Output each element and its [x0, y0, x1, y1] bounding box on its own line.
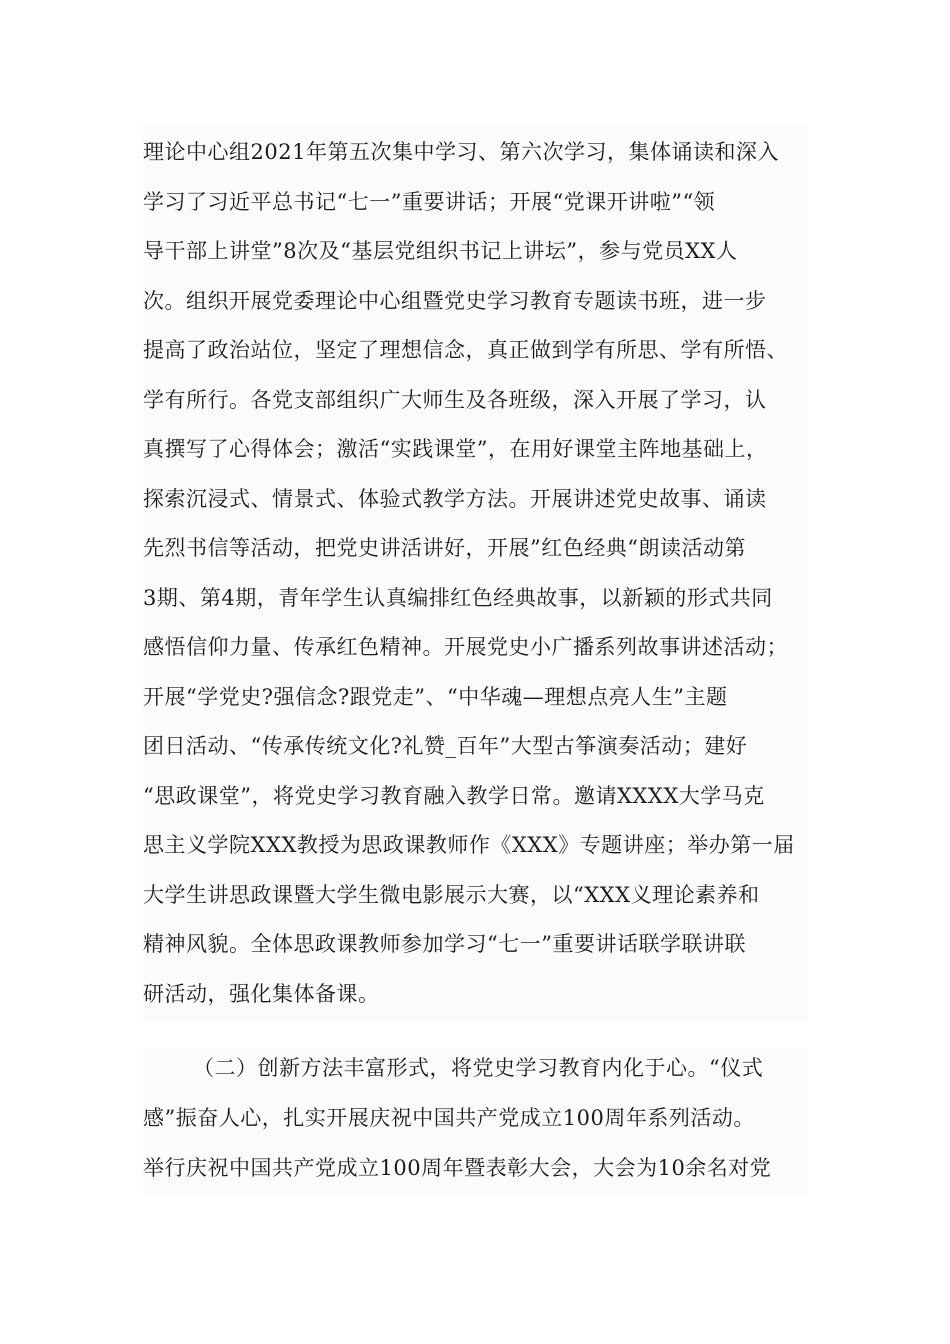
paragraph-line: 真撰写了心得体会；激活“实践课堂”，在用好课堂主阵地基础上，	[143, 437, 768, 461]
paragraph-line: 大学生讲思政课暨大学生微电影展示大赛，以“XXX义理论素养和	[143, 883, 760, 907]
paragraph-line: 提高了政治站位，坚定了理想信念，真正做到学有所思、学有所悟、	[143, 338, 788, 362]
paragraph-line: 3期、第4期，青年学生认真编排红色经典故事，以新颖的形式共同	[143, 586, 773, 610]
paragraph-line: 学习了习近平总书记“七一”重要讲话；开展“党课开讲啦”“领	[143, 190, 716, 214]
paragraph-2	[143, 1048, 808, 1194]
paragraph-line: 感悟信仰力量、传承红色精神。开展党史小广播系列故事讲述活动；	[143, 635, 788, 659]
paragraph-line: 研活动，强化集体备课。	[143, 982, 380, 1006]
paragraph-line: 先烈书信等活动，把党史讲活讲好，开展”红色经典“朗读活动第	[143, 536, 746, 560]
paragraph-line: 导干部上讲堂”8次及“基层党组织书记上讲坛”，参与党员XX人	[143, 239, 738, 263]
paragraph-line: 团日活动、“传承传统文化?礼赞_百年”大型古筝演奏活动；建好	[143, 734, 748, 758]
paragraph-line: 学有所行。各党支部组织广大师生及各班级，深入开展了学习，认	[143, 388, 767, 412]
paragraph-1	[143, 124, 808, 1022]
paragraph-line: 探索沉浸式、情景式、体验式教学方法。开展讲述党史故事、诵读	[143, 487, 767, 511]
paragraph-line: 思主义学院XXX教授为思政课教师作《XXX》专题讲座；举办第一届	[143, 833, 795, 857]
paragraph-line: 开展“学党史?强信念?跟党走”、“中华魂—理想点亮人生”主题	[143, 685, 728, 709]
paragraph-line: 理论中心组2021年第五次集中学习、第六次学习，集体诵读和深入	[143, 140, 779, 164]
paragraph-line: 感”振奋人心，扎实开展庆祝中国共产党成立100周年系列活动。	[143, 1106, 755, 1130]
paragraph-line: （二）创新方法丰富形式，将党史学习教育内化于心。“仪式	[193, 1056, 764, 1080]
paragraph-line: 精神风貌。全体思政课教师参加学习“七一”重要讲话联学联讲联	[143, 932, 746, 956]
paragraph-line: 次。组织开展党委理论中心组暨党史学习教育专题读书班，进一步	[143, 289, 767, 313]
paragraph-line: 举行庆祝中国共产党成立100周年暨表彰大会，大会为10余名对党	[143, 1156, 772, 1180]
paragraph-line: “思政课堂”，将党史学习教育融入教学日常。邀请XXXX大学马克	[143, 784, 765, 808]
